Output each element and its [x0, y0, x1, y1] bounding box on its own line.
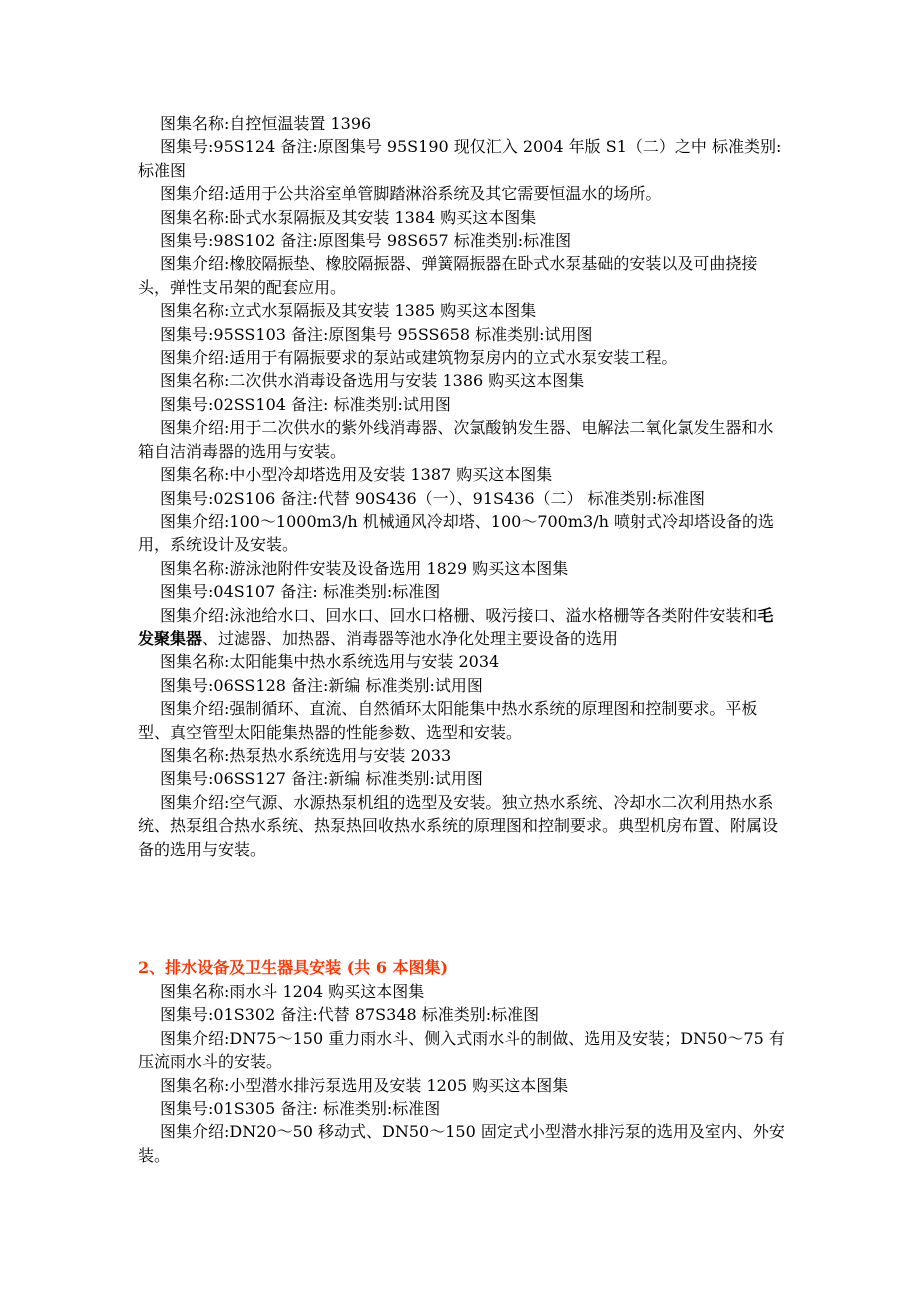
entry-number-line: 图集号:04S107 备注: 标准类别:标准图: [160, 582, 441, 602]
entry-intro-line: 图集介绍:橡胶隔振垫、橡胶隔振器、弹簧隔振器在卧式水泵基础的安装以及可曲挠接头，弹性支吊架的配套应用。: [138, 254, 758, 297]
pool-intro-suffix: 、过滤器、加热器、消毒器等池水净化处理主要设备的选用: [202, 628, 619, 648]
entry-intro-line: [138, 604, 788, 651]
entry-number-line: 图集号:98S102 备注:原图集号 98S657 标准类别:标准图: [160, 231, 572, 251]
pool-intro-bold-term: 毛发聚集器: [138, 605, 774, 648]
entry-number-line: 图集号:02SS104 备注: 标准类别:试用图: [160, 394, 451, 414]
entry-number-line: 图集号:01S305 备注: 标准类别:标准图: [160, 1099, 441, 1119]
entry-number-line: 图集号:06SS127 备注:新编 标准类别:试用图: [160, 769, 483, 789]
entry-name-line: 图集名称:自控恒温装置 1396: [160, 114, 372, 133]
entry-name-line: 图集名称:雨水斗 1204 购买这本图集: [160, 982, 425, 1001]
entry-intro-line: 图集介绍:适用于公共浴室单管脚踏淋浴系统及其它需要恒温水的场所。: [160, 184, 662, 204]
entry-number-line: 图集号:95SS103 备注:原图集号 95SS658 标准类别:试用图: [160, 324, 593, 344]
entry-intro-line: 图集介绍:DN75～150 重力雨水斗、侧入式雨水斗的制做、选用及安装；DN50～75 有压流雨水斗的安装。: [138, 1028, 785, 1072]
water-supply-catalog-section: [138, 112, 788, 861]
entry-name-line: 图集名称:游泳池附件安装及设备选用 1829 购买这本图集: [160, 558, 569, 578]
entry-name-line: 图集名称:中小型冷却塔选用及安装 1387 购买这本图集: [160, 465, 553, 485]
entry-number-line: 图集号:01S302 备注:代替 87S348 标准类别:标准图: [160, 1005, 540, 1025]
entry-number-line: 图集号:06SS128 备注:新编 标准类别:试用图: [160, 675, 483, 695]
entry-name-line: 图集名称:二次供水消毒设备选用与安装 1386 购买这本图集: [160, 371, 585, 391]
entry-intro-line: 图集介绍:DN20～50 移动式、DN50～150 固定式小型潜水排污泵的选用及室内、外安装。: [138, 1122, 785, 1165]
entry-name-line: 图集名称:热泵热水系统选用与安装 2033: [160, 745, 452, 765]
entry-name-line: 图集名称:太阳能集中热水系统选用与安装 2034: [160, 652, 500, 672]
entry-name-line: 图集名称:卧式水泵隔振及其安装 1384 购买这本图集: [160, 207, 537, 227]
entry-intro-line: 图集介绍:适用于有隔振要求的泵站或建筑物泵房内的立式水泵安装工程。: [160, 348, 678, 368]
drainage-catalog-section: [138, 956, 788, 1167]
entry-intro-line: 图集介绍:强制循环、直流、自然循环太阳能集中热水系统的原理图和控制要求。平板型、真空管型太阳能集热器的性能参数、选型和安装。: [138, 699, 758, 742]
entry-name-line: 图集名称:小型潜水排污泵选用及安装 1205 购买这本图集: [160, 1075, 569, 1095]
section-heading: 2、排水设备及卫生器具安装 (共 6 本图集): [138, 958, 449, 977]
entry-intro-line: 图集介绍:空气源、水源热泵机组的选型及安装。独立热水系统、冷却水二次利用热水系统、热泵组合热水系统、热泵热回收热水系统的原理图和控制要求。典型机房布置、附属设备的选用与安装。: [138, 792, 779, 859]
pool-intro-prefix: 图集介绍:泳池给水口、回水口、回水口格栅、吸污接口、溢水格栅等各类附件安装和: [160, 605, 758, 625]
entry-number-line: 图集号:02S106 备注:代替 90S436（一）、91S436（二） 标准类别:标准图: [160, 488, 706, 508]
entry-intro-line: 图集介绍:100～1000m3/h 机械通风冷却塔、100～700m3/h 喷射式冷却塔设备的选用，系统设计及安装。: [138, 511, 774, 555]
entry-number-line: 图集号:95S124 备注:原图集号 95S190 现仅汇入 2004 年版 S1（二）之中 标准类别:标准图: [138, 137, 782, 180]
entry-intro-line: 图集介绍:用于二次供水的紫外线消毒器、次氯酸钠发生器、电解法二氧化氯发生器和水箱自洁消毒器的选用与安装。: [138, 418, 774, 461]
entry-name-line: 图集名称:立式水泵隔振及其安装 1385 购买这本图集: [160, 301, 537, 321]
